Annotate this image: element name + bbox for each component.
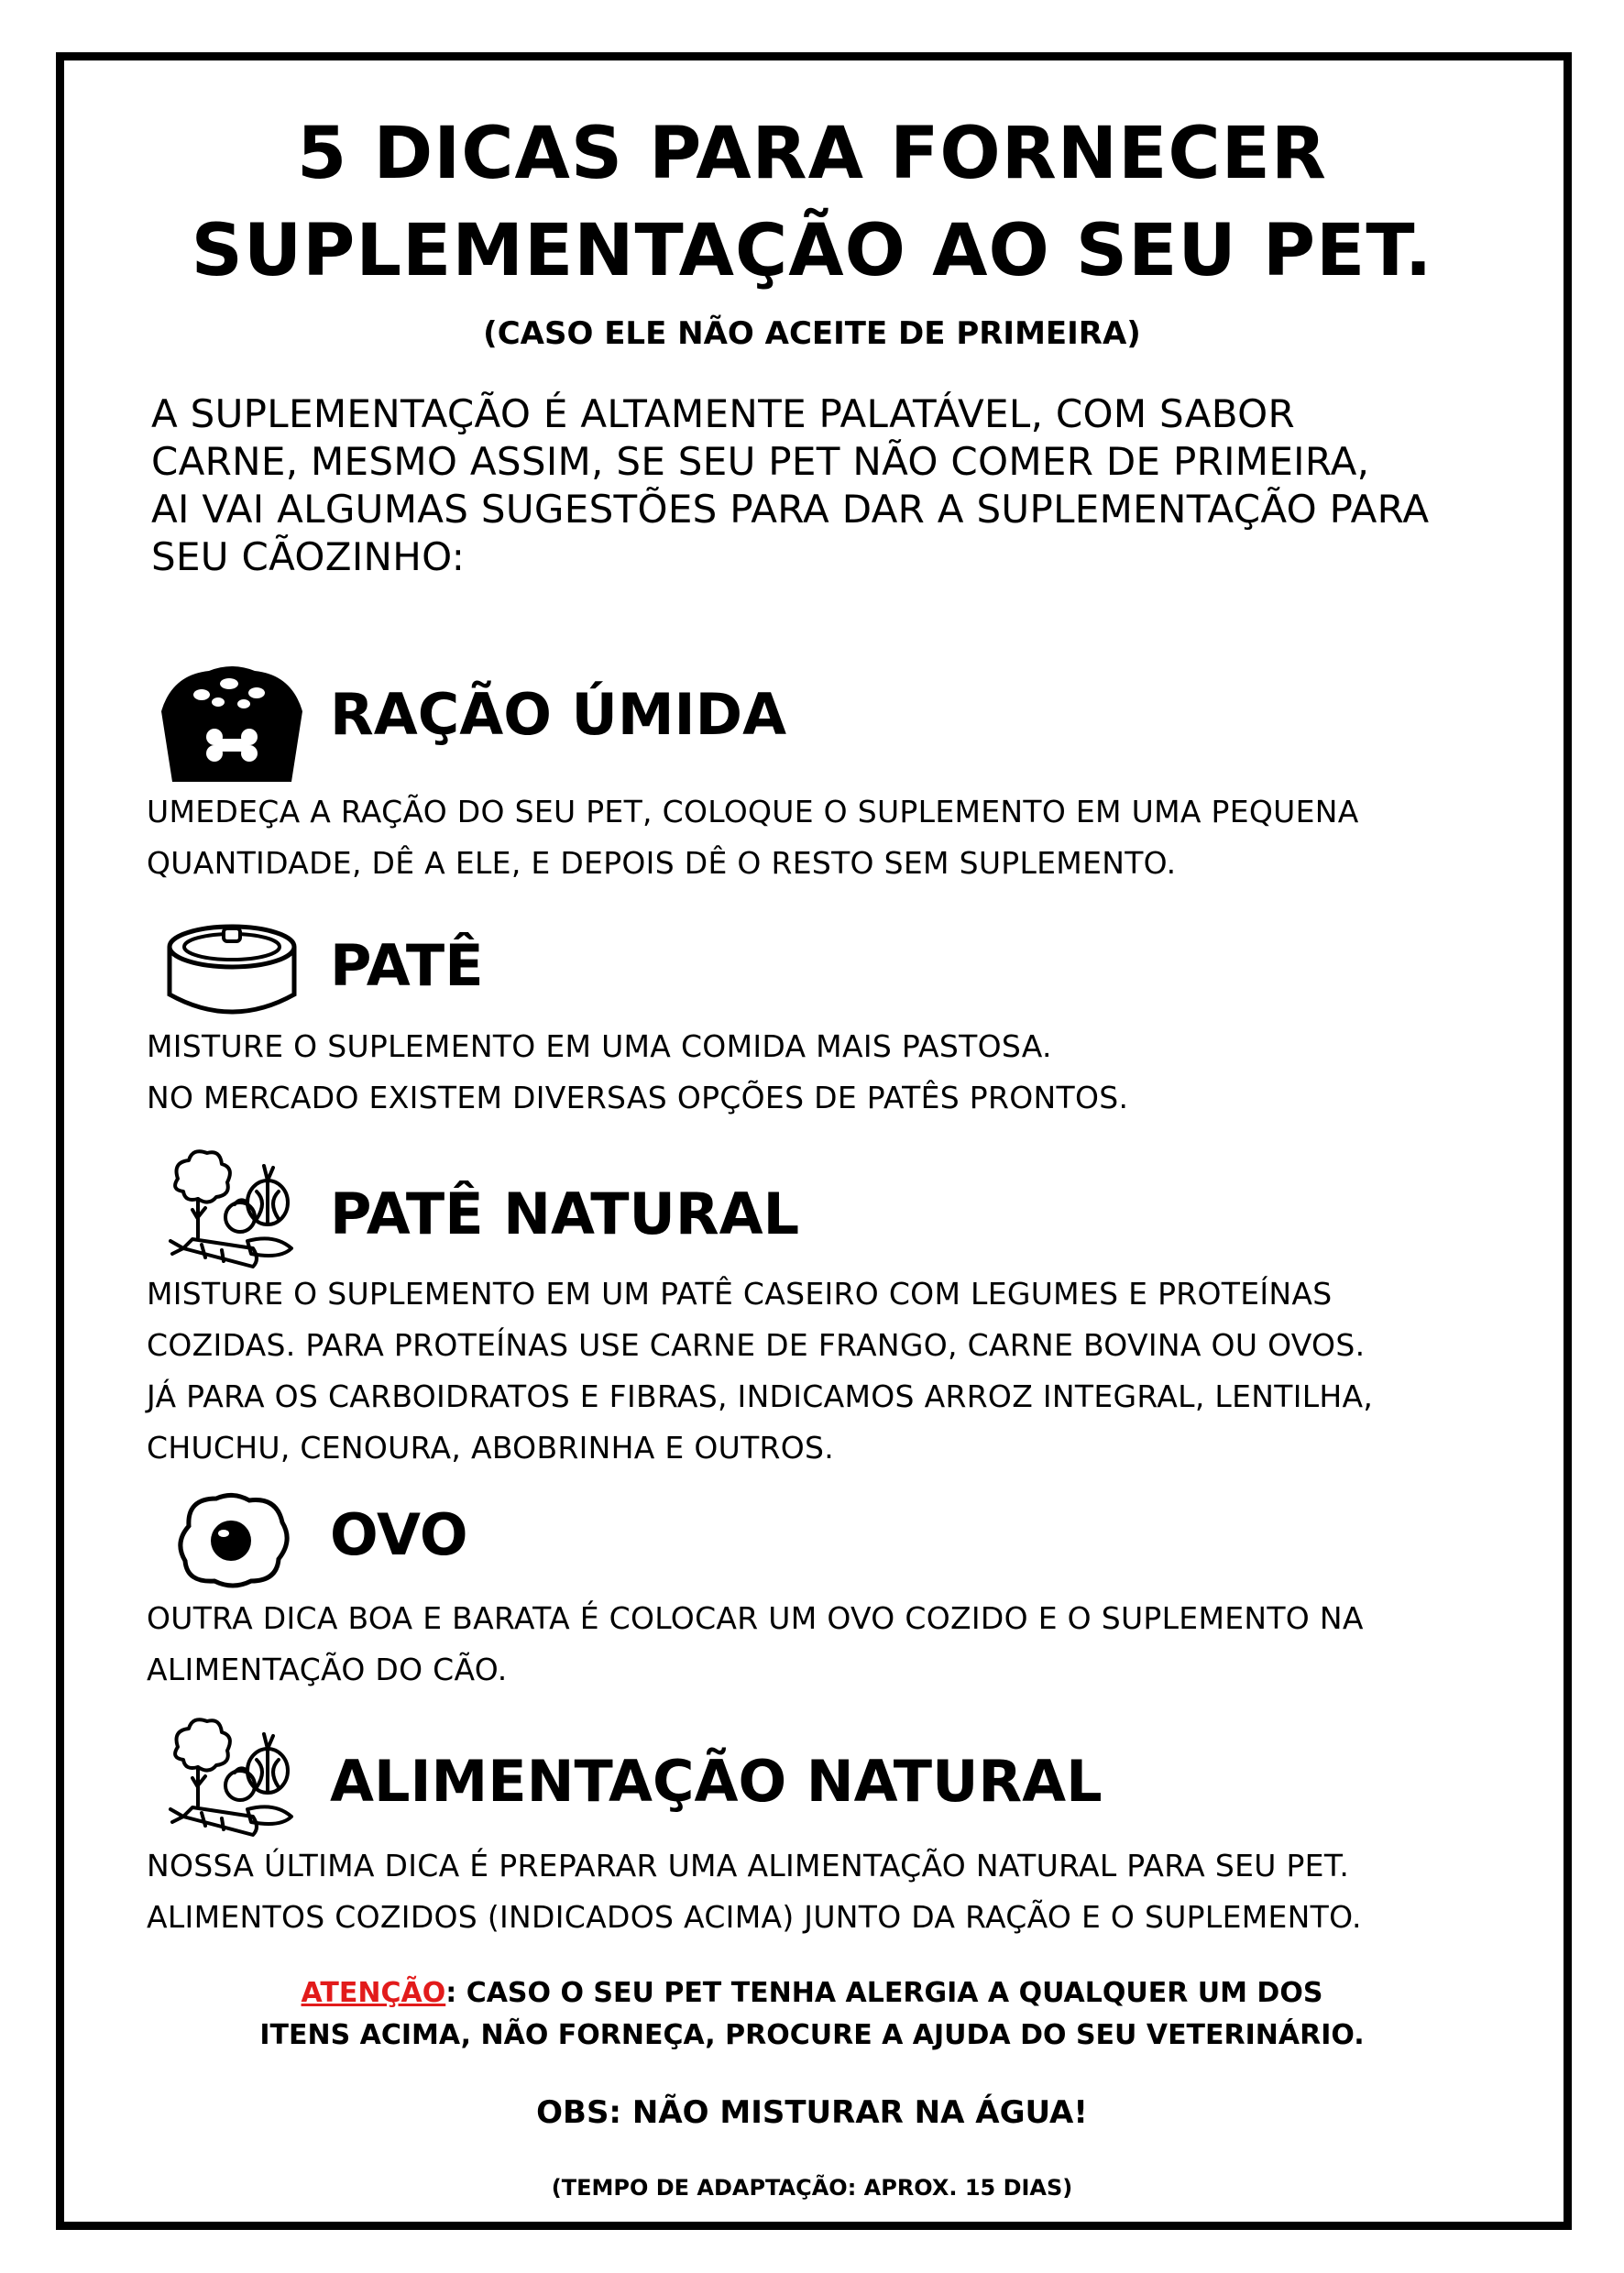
warning-line-1 bbox=[0, 1971, 1624, 2016]
intro-line: CARNE, MESMO ASSIM, SE SEU PET NÃO COMER DE PRIMEIRA, bbox=[151, 439, 1370, 484]
page-title-line-2: SUPLEMENTAÇÃO AO SEU PET. bbox=[191, 210, 1433, 292]
tip-body-pate-natural bbox=[147, 1268, 1558, 1474]
tip-line: NOSSA ÚLTIMA DICA É PREPARAR UMA ALIMENTAÇÃO NATURAL PARA SEU PET. bbox=[147, 1848, 1350, 1883]
page-subtitle: (CASO ELE NÃO ACEITE DE PRIMEIRA) bbox=[483, 315, 1141, 352]
tip-heading-racao-umida: RAÇÃO ÚMIDA bbox=[330, 681, 787, 748]
warning-line-2: ITENS ACIMA, NÃO FORNEÇA, PROCURE A AJUDA DO SEU VETERINÁRIO. bbox=[259, 2019, 1365, 2051]
tip-line: NO MERCADO EXISTEM DIVERSAS OPÇÕES DE PATÊS PRONTOS. bbox=[147, 1080, 1129, 1115]
tip-body-racao-umida bbox=[147, 786, 1558, 889]
tip-line: MISTURE O SUPLEMENTO EM UM PATÊ CASEIRO COM LEGUMES E PROTEÍNAS bbox=[147, 1276, 1333, 1312]
tip-body-alimentacao-natural bbox=[147, 1840, 1558, 1943]
tip-heading-ovo: OVO bbox=[330, 1501, 468, 1568]
tip-line: MISTURE O SUPLEMENTO EM UMA COMIDA MAIS PASTOSA. bbox=[147, 1028, 1052, 1064]
tip-line: QUANTIDADE, DÊ A ELE, E DEPOIS DÊ O RESTO SEM SUPLEMENTO. bbox=[147, 845, 1177, 881]
tip-heading-alimentacao-natural: ALIMENTAÇÃO NATURAL bbox=[330, 1748, 1103, 1815]
intro-line: A SUPLEMENTAÇÃO É ALTAMENTE PALATÁVEL, COM SABOR bbox=[151, 391, 1296, 436]
adaptation-note: (TEMPO DE ADAPTAÇÃO: APROX. 15 DIAS) bbox=[551, 2175, 1073, 2201]
fried-egg-icon bbox=[174, 1489, 293, 1590]
intro-line: AI VAI ALGUMAS SUGESTÕES PARA DAR A SUPLEMENTAÇÃO PARA bbox=[151, 487, 1430, 532]
tip-body-pate bbox=[147, 1021, 1558, 1124]
dog-bowl-icon bbox=[154, 658, 310, 786]
tip-heading-pate: PATÊ bbox=[330, 932, 484, 999]
tip-body-ovo bbox=[147, 1593, 1558, 1696]
tip-line: ALIMENTAÇÃO DO CÃO. bbox=[147, 1652, 508, 1687]
vegetables-icon bbox=[165, 1714, 302, 1842]
intro-line: SEU CÃOZINHO: bbox=[151, 534, 466, 579]
obs-note: OBS: NÃO MISTURAR NA ÁGUA! bbox=[536, 2094, 1088, 2131]
intro-paragraph bbox=[151, 390, 1544, 581]
warning-text: : CASO O SEU PET TENHA ALERGIA A QUALQUER UM DOS bbox=[445, 1977, 1323, 2009]
tip-line: UMEDEÇA A RAÇÃO DO SEU PET, COLOQUE O SUPLEMENTO EM UMA PEQUENA bbox=[147, 794, 1359, 829]
vegetables-icon bbox=[165, 1146, 302, 1274]
tip-line: JÁ PARA OS CARBOIDRATOS E FIBRAS, INDICAMOS ARROZ INTEGRAL, LENTILHA, bbox=[147, 1378, 1374, 1414]
tip-line: COZIDAS. PARA PROTEÍNAS USE CARNE DE FRANGO, CARNE BOVINA OU OVOS. bbox=[147, 1327, 1366, 1363]
tip-line: ALIMENTOS COZIDOS (INDICADOS ACIMA) JUNTO DA RAÇÃO E O SUPLEMENTO. bbox=[147, 1899, 1362, 1935]
warning-label: ATENÇÃO bbox=[301, 1977, 446, 2009]
food-can-icon bbox=[163, 921, 301, 1022]
tip-line: CHUCHU, CENOURA, ABOBRINHA E OUTROS. bbox=[147, 1430, 835, 1466]
tip-line: OUTRA DICA BOA E BARATA É COLOCAR UM OVO COZIDO E O SUPLEMENTO NA bbox=[147, 1600, 1364, 1636]
page-title-line-1: 5 DICAS PARA FORNECER bbox=[297, 113, 1327, 195]
tip-heading-pate-natural: PATÊ NATURAL bbox=[330, 1180, 800, 1247]
